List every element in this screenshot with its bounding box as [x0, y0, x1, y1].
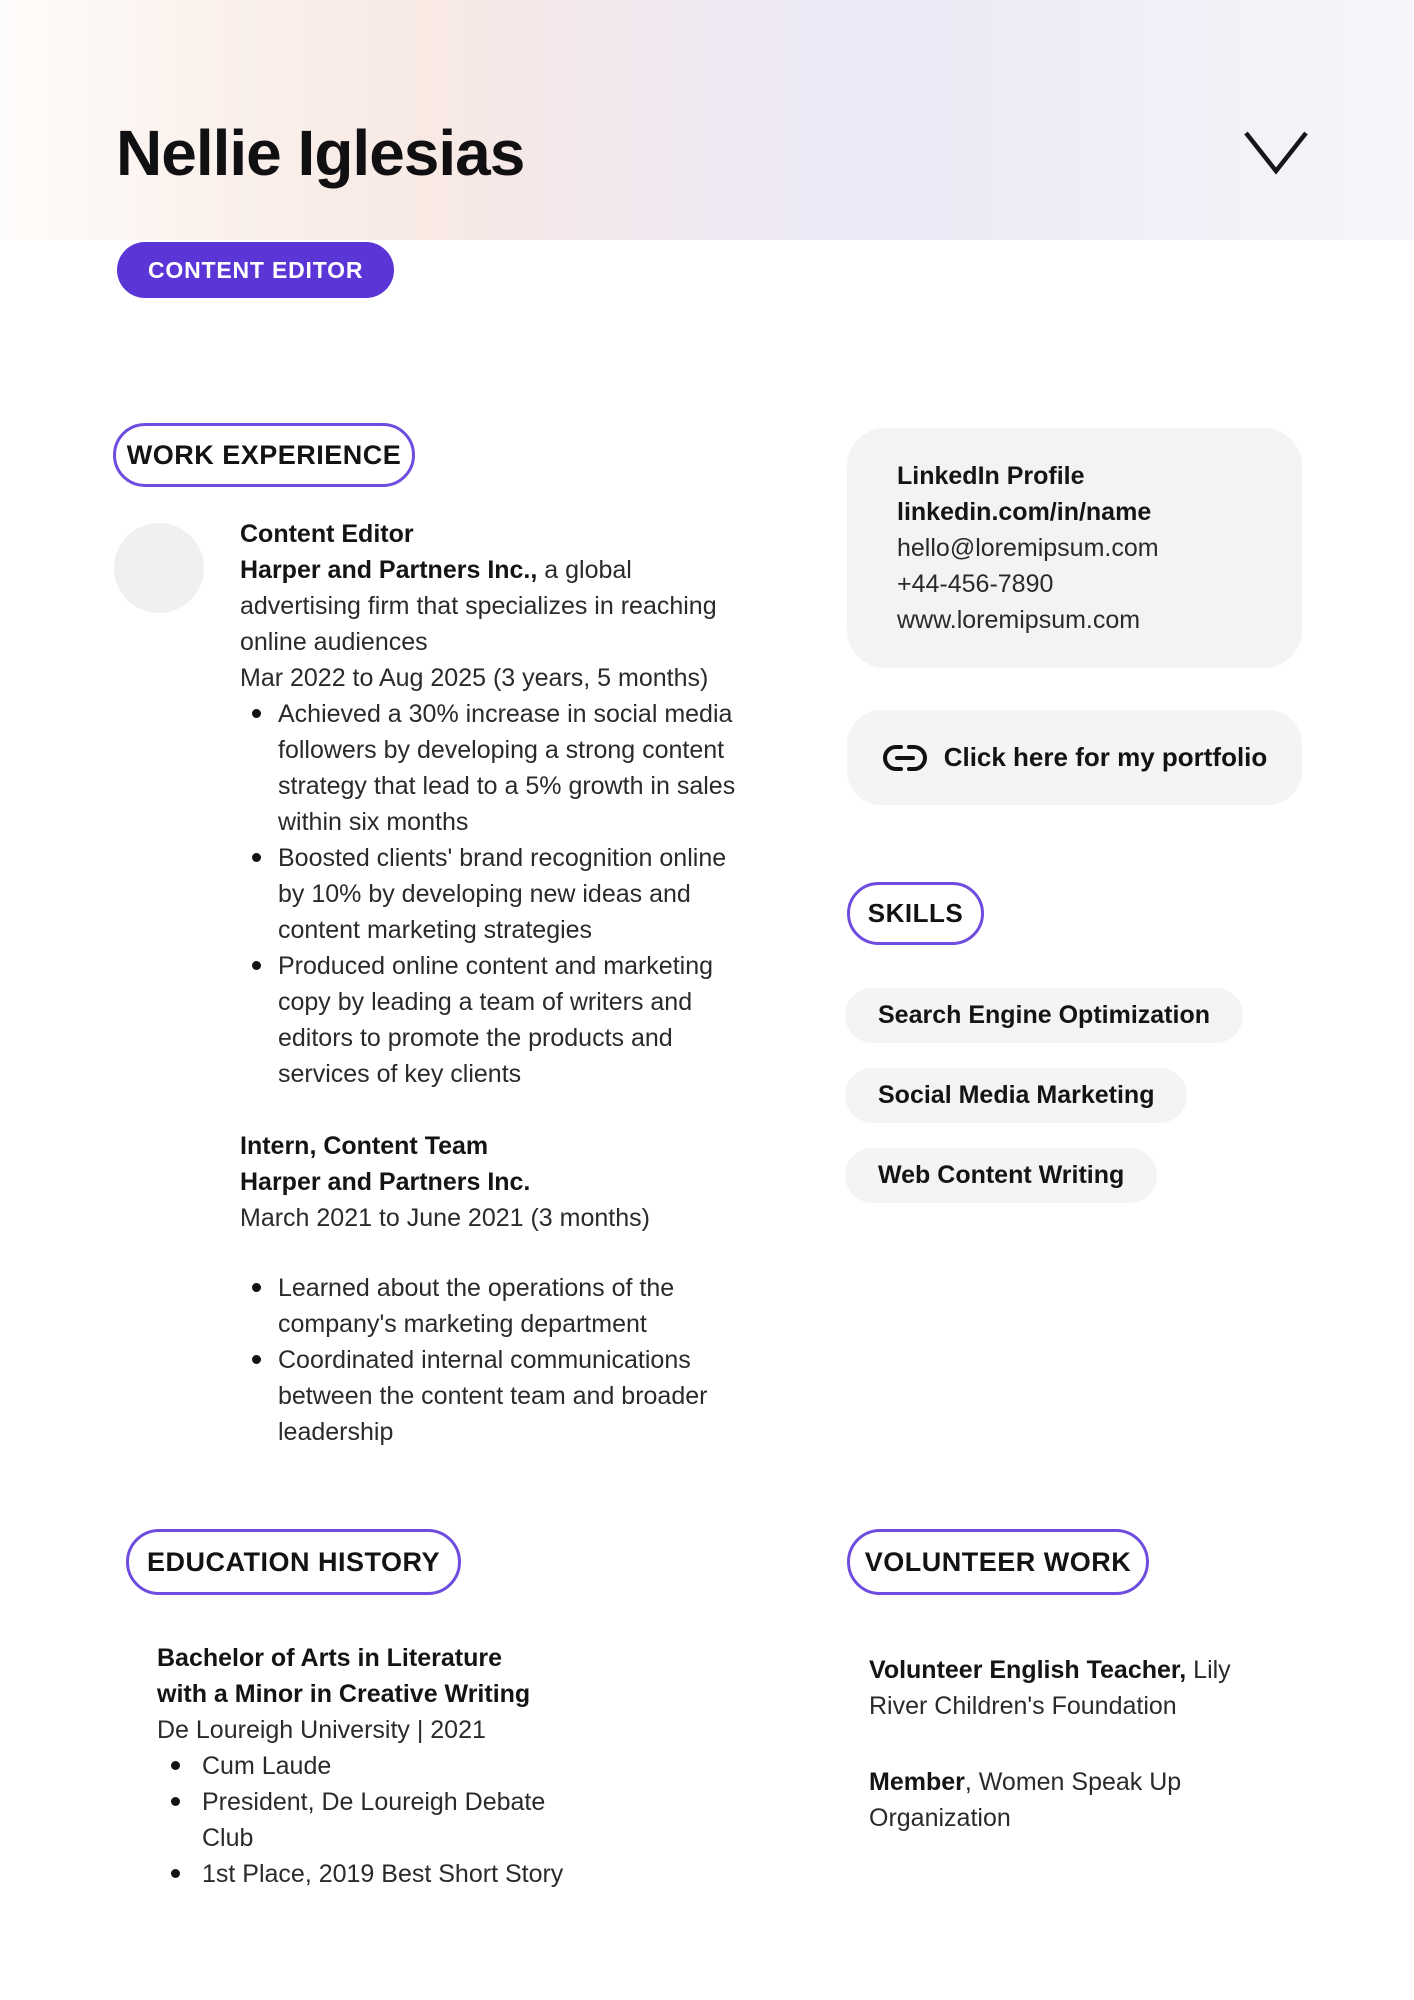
job-company-line [240, 552, 736, 660]
education-bullet-list [157, 1748, 577, 1892]
volunteer-section [869, 1652, 1254, 1836]
job-bullet-list [240, 696, 736, 1092]
volunteer-entry [869, 1652, 1254, 1724]
role-badge [117, 242, 394, 298]
volunteer-entry [869, 1764, 1254, 1836]
contact-email[interactable]: hello@loremipsum.com [897, 534, 1159, 562]
skill-chip: Social Media Marketing [845, 1068, 1187, 1123]
job-entry [240, 516, 736, 1092]
volunteer-org: Lily River Children's Foundation [869, 1656, 1231, 1720]
education-degree: Bachelor of Arts in Literature with a Minor in Creative Writing [157, 1644, 531, 1708]
company-logo-placeholder [114, 523, 204, 613]
portfolio-link-label: Click here for my portfolio [943, 742, 1268, 772]
education-school: De Loureigh University | 2021 [157, 1716, 486, 1744]
skill-chip: Search Engine Optimization [845, 988, 1243, 1043]
section-title-volunteer-work [847, 1529, 1149, 1595]
education-bullet: Cum Laude [202, 1748, 577, 1784]
job-bullet-list [240, 1270, 736, 1450]
section-title-education-history [126, 1529, 461, 1595]
section-title-label: EDUCATION HISTORY [146, 1546, 440, 1577]
skill-chip: Web Content Writing [845, 1148, 1157, 1203]
section-title-label: SKILLS [867, 898, 964, 928]
job-title: Intern, Content Team [240, 1132, 489, 1160]
job-company: Harper and Partners Inc. [240, 1168, 531, 1196]
volunteer-role: Member [869, 1768, 965, 1796]
volunteer-org: , Women Speak Up Organization [869, 1768, 1182, 1832]
contact-card [847, 428, 1302, 668]
job-bullet: Learned about the operations of the company's marketing department [278, 1270, 736, 1342]
volunteer-role: Volunteer English Teacher, [869, 1656, 1187, 1684]
section-title-label: WORK EXPERIENCE [126, 439, 402, 470]
job-dates: Mar 2022 to Aug 2025 (3 years, 5 months) [240, 664, 709, 692]
link-icon [882, 743, 928, 773]
chevron-down-icon[interactable] [1243, 130, 1309, 176]
portfolio-link-button[interactable] [847, 710, 1302, 805]
education-bullet: 1st Place, 2019 Best Short Story [202, 1856, 577, 1892]
job-bullet: Boosted clients' brand recognition online by 10% by developing new ideas and content marketing strategies [278, 840, 736, 948]
job-bullet: Achieved a 30% increase in social media followers by developing a strong content strategy that lead to a 5% growth in sales within six months [278, 696, 736, 840]
person-name: Nellie Iglesias [116, 117, 525, 189]
section-title-work-experience [113, 423, 415, 487]
education-entry [157, 1640, 577, 1892]
section-title-skills [847, 882, 984, 945]
job-company: Harper and Partners Inc., [240, 556, 538, 584]
job-dates: March 2021 to June 2021 (3 months) [240, 1204, 650, 1232]
job-title: Content Editor [240, 520, 414, 548]
job-company-line [240, 1164, 736, 1200]
role-badge-label: CONTENT EDITOR [148, 256, 364, 283]
contact-linkedin-title: LinkedIn Profile [897, 462, 1085, 490]
contact-website[interactable]: www.loremipsum.com [897, 606, 1141, 634]
education-bullet: President, De Loureigh Debate Club [202, 1784, 577, 1856]
contact-phone[interactable]: +44-456-7890 [897, 570, 1054, 598]
job-bullet: Coordinated internal communications between the content team and broader leadership [278, 1342, 736, 1450]
contact-linkedin-url[interactable]: linkedin.com/in/name [897, 498, 1152, 526]
section-title-label: VOLUNTEER WORK [864, 1546, 1132, 1577]
job-bullet: Produced online content and marketing copy by leading a team of writers and editors to promote the products and services of key clients [278, 948, 736, 1092]
job-entry [240, 1128, 736, 1450]
job-company-description: a global advertising firm that specializes in reaching online audiences [240, 556, 717, 656]
